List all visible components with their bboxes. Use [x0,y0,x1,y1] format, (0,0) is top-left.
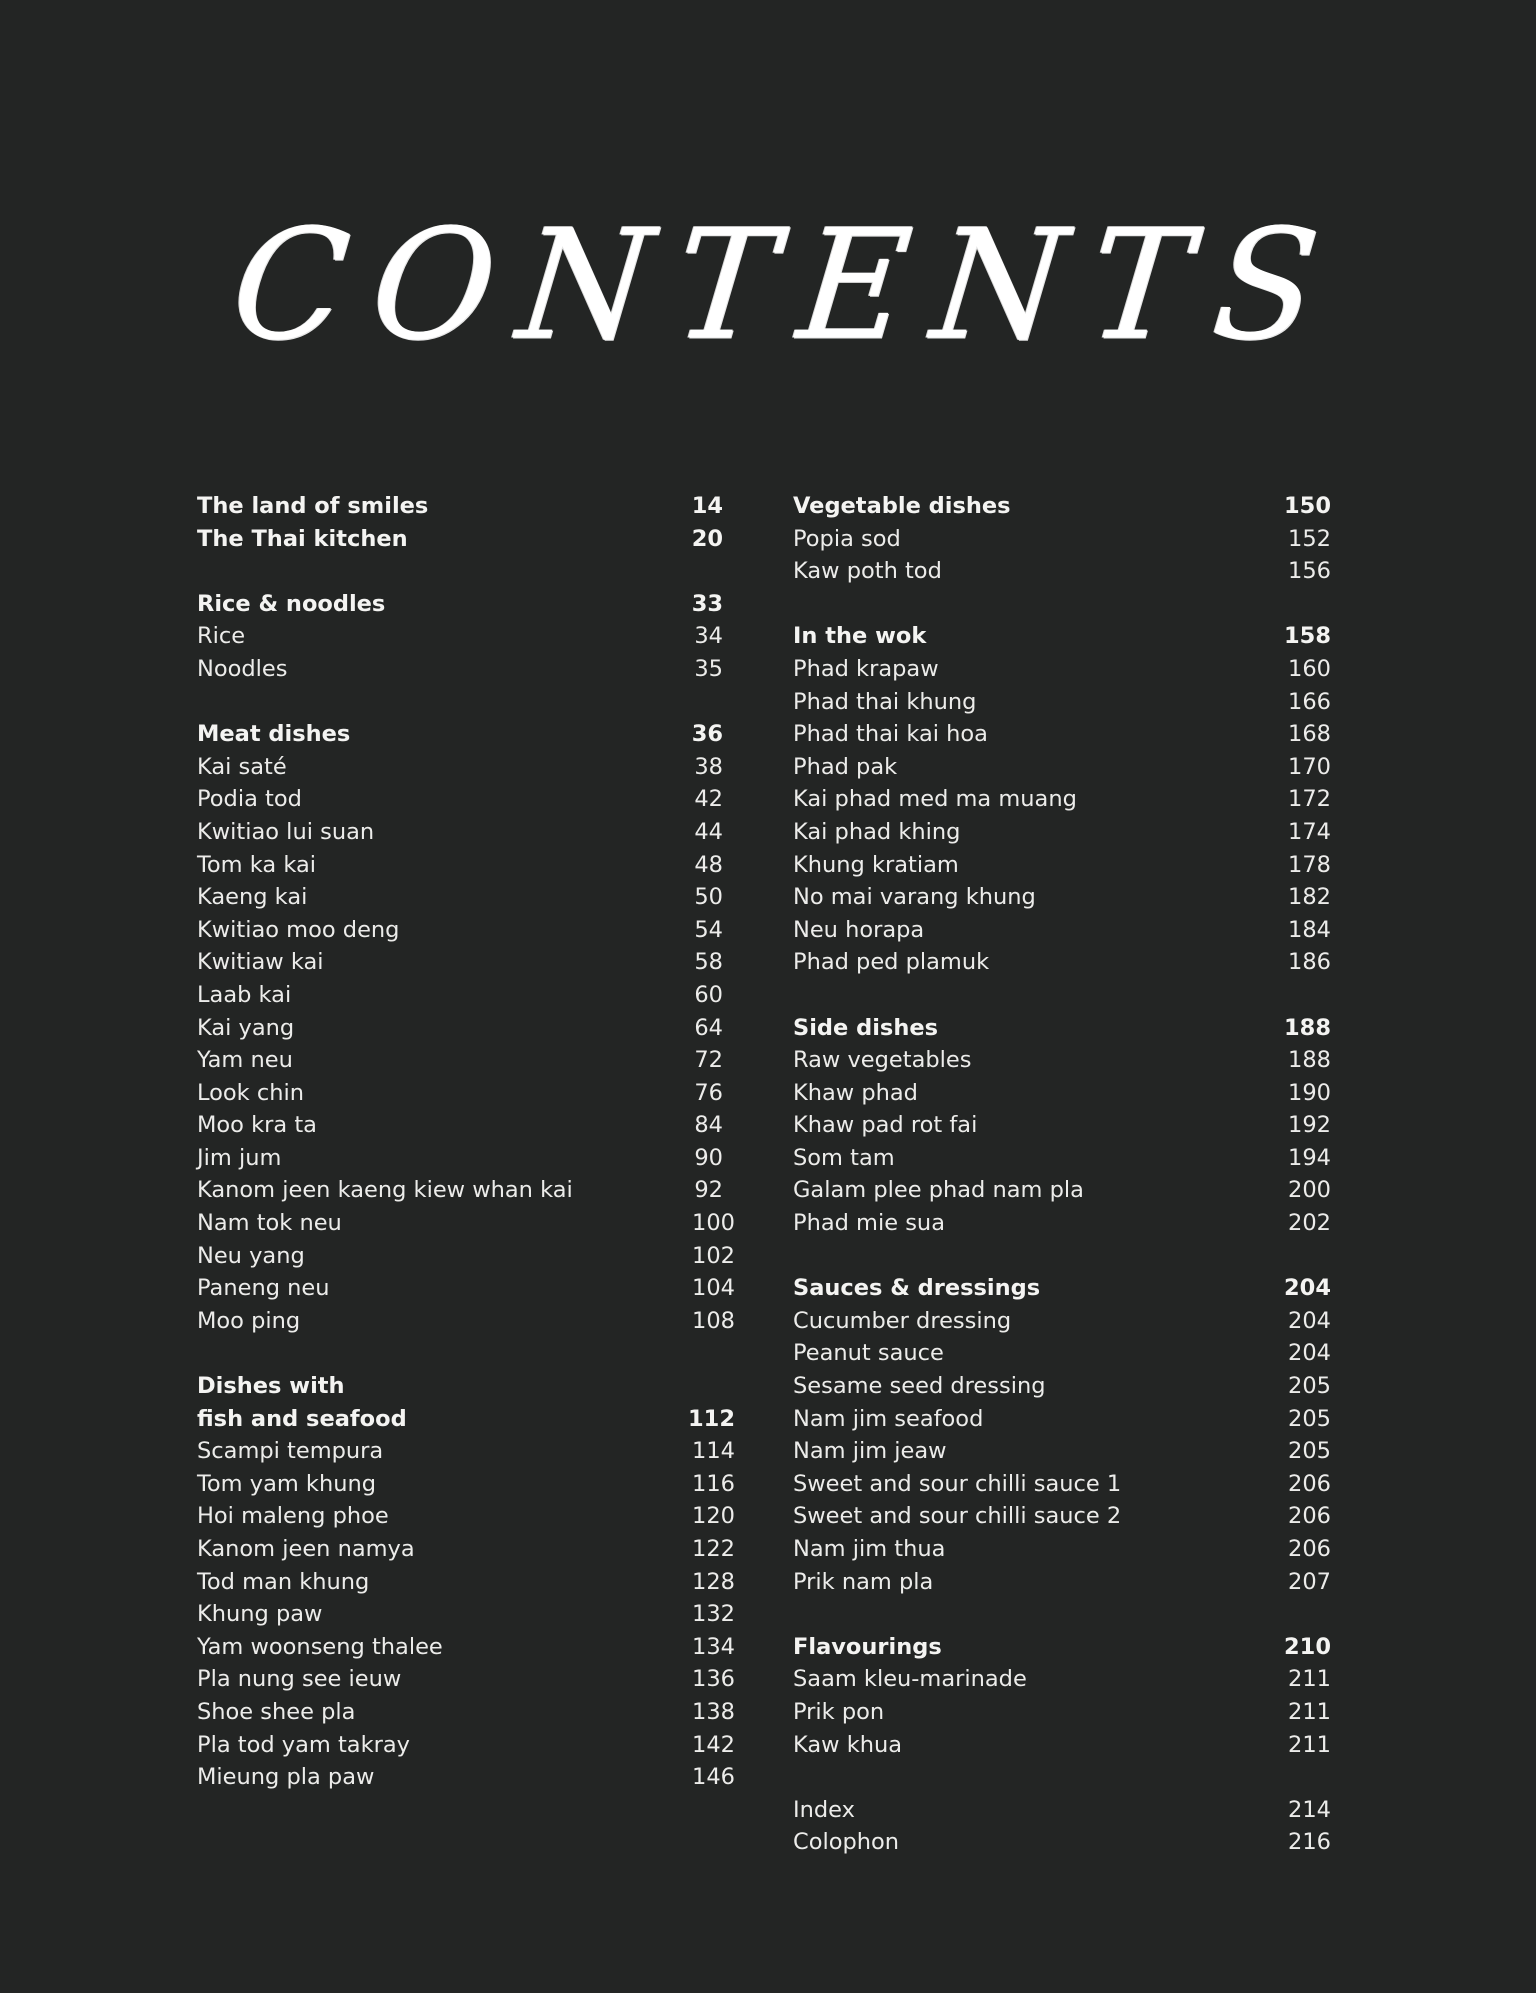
toc-entry-title: Kaeng kai [197,884,308,911]
toc-page-number: 160 [1288,655,1331,682]
toc-page-number: 206 [1288,1503,1331,1530]
toc-page-number: 38 [694,753,723,780]
toc-entry[interactable] [197,1240,735,1273]
toc-entry-title: Nam jim jeaw [793,1438,947,1465]
toc-page-number: 72 [694,1047,723,1074]
toc-page-number: 174 [1288,818,1331,845]
toc-entry[interactable] [197,1207,735,1240]
toc-section-heading[interactable] [793,1272,1331,1305]
toc-entry-title: Khaw pad rot fai [793,1112,978,1139]
toc-entry[interactable] [793,686,1331,719]
toc-entry-title: Laab kai [197,981,292,1008]
toc-page-number: 178 [1288,851,1331,878]
toc-entry-title: Jim jum [197,1144,282,1171]
toc-entry[interactable] [197,1142,735,1175]
toc-page-number: 156 [1288,558,1331,585]
toc-entry[interactable] [793,523,1331,556]
toc-page-number: 205 [1288,1405,1331,1432]
toc-entry[interactable] [793,1044,1331,1077]
toc-page-number: 152 [1288,525,1331,552]
toc-entry[interactable] [197,653,735,686]
toc-page-number: 170 [1288,753,1331,780]
toc-entry-title: Rice & noodles [197,590,386,617]
toc-page-number: 33 [691,590,723,617]
toc-page-number: 188 [1288,1047,1331,1074]
toc-page-number: 158 [1284,623,1331,650]
toc-entry-title: Tom yam khung [197,1470,377,1497]
section-spacer [793,1598,1331,1631]
toc-entry-title: Phad mie sua [793,1210,945,1237]
toc-entry[interactable] [793,946,1331,979]
toc-entry-title: Peanut sauce [793,1340,944,1367]
toc-entry-title: Phad pak [793,753,898,780]
toc-section-heading[interactable] [197,523,735,556]
toc-page-number: 142 [692,1731,735,1758]
toc-page-number: 116 [692,1470,735,1497]
toc-entry-title: Tod man khung [197,1568,370,1595]
toc-entry[interactable] [793,1337,1331,1370]
toc-entry-title: Noodles [197,655,288,682]
toc-entry-title: Sauces & dressings [793,1275,1041,1302]
toc-entry-title: Moo kra ta [197,1112,317,1139]
toc-entry-title: Kwitiao moo deng [197,916,400,943]
toc-entry[interactable] [197,1663,735,1696]
toc-entry[interactable] [197,1077,735,1110]
toc-page-number: 204 [1288,1340,1331,1367]
toc-entry-title: Pla tod yam takray [197,1731,410,1758]
toc-entry-title: Colophon [793,1829,900,1856]
toc-entry[interactable] [197,1272,735,1305]
toc-entry-title: Kai phad med ma muang [793,786,1077,813]
toc-page-number: 206 [1288,1470,1331,1497]
toc-entry-title: Som tam [793,1144,895,1171]
toc-entry-title: Vegetable dishes [793,493,1011,519]
toc-section-heading[interactable] [197,718,735,751]
toc-page-number: 206 [1288,1536,1331,1562]
toc-entry-title: No mai varang khung [793,884,1036,911]
toc-page-number: 216 [1288,1829,1331,1856]
section-spacer [197,555,735,588]
toc-entry-title: Flavourings [793,1633,942,1660]
toc-page-number: 150 [1284,493,1331,519]
toc-entry-title: Tom ka kai [197,851,317,878]
toc-page-number: 200 [1288,1177,1331,1204]
toc-page-number: 186 [1288,949,1331,976]
toc-entry[interactable] [197,816,735,849]
toc-entry-title: Saam kleu-marinade [793,1666,1027,1693]
toc-page-number: 84 [694,1112,723,1139]
toc-entry-title: Galam plee phad nam pla [793,1177,1084,1204]
toc-entry[interactable] [793,1794,1331,1827]
toc-entry-title: Prik nam pla [793,1568,934,1595]
toc-entry[interactable] [197,1598,735,1631]
toc-entry[interactable] [197,946,735,979]
toc-entry-title: Sweet and sour chilli sauce 1 [793,1470,1122,1497]
toc-entry-title: Prik pon [793,1698,885,1725]
toc-entry-title: Kaw poth tod [793,558,942,585]
toc-entry[interactable] [793,914,1331,947]
toc-entry-title: Kanom jeen kaeng kiew whan kai [197,1177,573,1204]
toc-entry-title: Kai yang [197,1014,295,1041]
toc-entry[interactable] [197,849,735,882]
toc-page-number: 146 [692,1764,735,1791]
toc-entry-title: Paneng neu [197,1275,330,1302]
toc-page-number: 138 [692,1698,735,1725]
toc-page-number: 108 [692,1307,735,1334]
toc-entry-title: Shoe shee pla [197,1698,356,1725]
toc-entry-title: Yam neu [197,1047,293,1074]
toc-page-number: 211 [1288,1698,1331,1725]
toc-page-number: 90 [694,1144,723,1171]
toc-entry-title: fish and seafood [197,1405,407,1432]
toc-entry[interactable] [793,1663,1331,1696]
toc-page-number: 188 [1284,1014,1331,1041]
toc-entry[interactable] [793,1207,1331,1240]
toc-entry-title: In the wok [793,623,927,650]
toc-entry-title: Side dishes [793,1014,938,1041]
toc-page-number: 76 [694,1079,723,1106]
contents-title [0,195,1536,375]
toc-page-number: 184 [1288,916,1331,943]
toc-page-number: 207 [1288,1568,1331,1595]
page-title: CONTENTS [224,196,1352,374]
toc-page-number: 210 [1284,1633,1331,1660]
toc-page-number: 211 [1288,1666,1331,1693]
toc-entry[interactable] [793,816,1331,849]
toc-entry[interactable] [793,1077,1331,1110]
toc-entry[interactable] [197,620,735,653]
toc-entry-title: Khung paw [197,1601,323,1628]
toc-entry[interactable] [793,1826,1331,1859]
toc-page-number: 102 [692,1242,735,1269]
toc-entry[interactable] [197,1566,735,1599]
toc-page-number: 134 [692,1633,735,1660]
toc-entry[interactable] [197,1109,735,1142]
toc-page-number: 42 [694,786,723,813]
toc-entry-title: Nam jim thua [793,1536,946,1562]
toc-entry[interactable] [793,1468,1331,1501]
toc-page-number: 54 [694,916,723,943]
toc-page-number: 166 [1288,688,1331,715]
toc-entry-title: Yam woonseng thalee [197,1633,443,1660]
toc-entry[interactable] [197,1729,735,1762]
toc-entry-title: Mieung pla paw [197,1764,375,1791]
toc-page-number: 204 [1284,1275,1331,1302]
toc-entry-title: Neu yang [197,1242,305,1269]
toc-entry-title: Moo ping [197,1307,301,1334]
toc-page-number: 14 [691,493,723,519]
toc-page-number: 60 [694,981,723,1008]
toc-page-number: 114 [692,1438,735,1465]
toc-entry[interactable] [793,1435,1331,1468]
toc-entry-title: Sesame seed dressing [793,1373,1046,1400]
toc-page-number: 122 [692,1536,735,1562]
toc-section-heading[interactable] [793,490,1331,523]
toc-entry-title: Phad thai khung [793,688,977,715]
toc-page-number: 211 [1288,1731,1331,1758]
section-spacer [197,686,735,719]
toc-page-number: 190 [1288,1079,1331,1106]
toc-entry[interactable] [197,1305,735,1338]
toc-entry[interactable] [197,783,735,816]
toc-entry[interactable] [197,1696,735,1729]
toc-entry-title: Kai saté [197,753,287,780]
toc-entry-title: Phad ped plamuk [793,949,990,976]
toc-entry[interactable] [197,1533,735,1566]
toc-entry[interactable] [793,1370,1331,1403]
toc-entry-title: Hoi maleng phoe [197,1503,389,1530]
toc-entry-title: Kai phad khing [793,818,961,845]
toc-entry[interactable] [793,783,1331,816]
toc-page-number: 100 [692,1210,735,1237]
toc-page-number: 128 [692,1568,735,1595]
toc-entry-title: Scampi tempura [197,1438,384,1465]
toc-page-number: 34 [694,623,723,650]
toc-entry[interactable] [793,653,1331,686]
toc-page-number: 48 [694,851,723,878]
toc-entry-title: The Thai kitchen [197,525,408,552]
toc-entry[interactable] [793,1533,1331,1566]
toc-page-number: 182 [1288,884,1331,911]
toc-section-heading[interactable] [793,1631,1331,1664]
toc-page-number: 205 [1288,1373,1331,1400]
toc-entry-title: Kaw khua [793,1731,903,1758]
toc-section-heading[interactable] [197,588,735,621]
toc-section-heading[interactable] [197,490,735,523]
toc-entry[interactable] [793,751,1331,784]
toc-entry[interactable] [197,914,735,947]
toc-page-number: 20 [691,525,723,552]
toc-page-number: 58 [694,949,723,976]
toc-entry[interactable] [197,979,735,1012]
toc-page-number: 205 [1288,1438,1331,1465]
toc-entry[interactable] [793,1109,1331,1142]
toc-entry[interactable] [197,881,735,914]
section-spacer [793,1240,1331,1273]
toc-entry[interactable] [793,1566,1331,1599]
toc-entry-title: Nam tok neu [197,1210,342,1237]
toc-page-number: 36 [691,721,723,748]
toc-entry-title: Phad thai kai hoa [793,721,988,748]
section-spacer [793,979,1331,1012]
toc-entry-title: Kwitiao lui suan [197,818,375,845]
toc-entry-title: Phad krapaw [793,655,939,682]
toc-page-number: 202 [1288,1210,1331,1237]
toc-entry-title: Raw vegetables [793,1047,972,1074]
toc-entry[interactable] [793,1305,1331,1338]
toc-entry[interactable] [793,1729,1331,1762]
toc-entry-title: Popia sod [793,525,901,552]
toc-entry[interactable] [793,1142,1331,1175]
toc-entry[interactable] [793,1174,1331,1207]
toc-entry[interactable] [793,1500,1331,1533]
toc-page-number: 214 [1288,1796,1331,1823]
toc-entry-title: Dishes with [197,1373,345,1400]
toc-page-number: 50 [694,884,723,911]
toc-page-number: 35 [694,655,723,682]
toc-entry[interactable] [197,1500,735,1533]
toc-page-number: 168 [1288,721,1331,748]
toc-entry-title: Index [793,1796,855,1823]
toc-entry-title: Nam jim seafood [793,1405,984,1432]
toc-entry[interactable] [793,555,1331,588]
toc-entry[interactable] [793,1696,1331,1729]
toc-entry-title: Podia tod [197,786,302,813]
toc-section-heading[interactable] [197,1370,735,1403]
toc-entry-title: Kwitiaw kai [197,949,324,976]
toc-entry-title: Cucumber dressing [793,1307,1012,1334]
toc-section-heading[interactable] [793,620,1331,653]
toc-entry[interactable] [197,1044,735,1077]
toc-entry-title: Meat dishes [197,721,351,748]
toc-section-heading[interactable] [197,1403,735,1436]
toc-page-number: 194 [1288,1144,1331,1171]
toc-right-column [793,490,1331,1859]
toc-section-heading[interactable] [793,1012,1331,1045]
toc-entry[interactable] [197,1631,735,1664]
toc-entry[interactable] [793,881,1331,914]
toc-entry-title: The land of smiles [197,493,429,519]
section-spacer [793,588,1331,621]
section-spacer [793,1761,1331,1794]
toc-entry-title: Rice [197,623,246,650]
toc-page-number: 104 [692,1275,735,1302]
toc-entry-title: Khaw phad [793,1079,918,1106]
toc-page-number: 172 [1288,786,1331,813]
toc-entry[interactable] [197,1174,735,1207]
toc-entry[interactable] [197,1012,735,1045]
toc-entry-title: Neu horapa [793,916,925,943]
toc-entry-title: Khung kratiam [793,851,959,878]
toc-page-number: 132 [692,1601,735,1628]
toc-page-number: 112 [688,1405,735,1432]
toc-entry-title: Sweet and sour chilli sauce 2 [793,1503,1122,1530]
toc-entry[interactable] [793,849,1331,882]
toc-page-number: 44 [694,818,723,845]
toc-page-number: 136 [692,1666,735,1693]
toc-page-number: 92 [694,1177,723,1204]
toc-entry[interactable] [197,1435,735,1468]
toc-entry-title: Pla nung see ieuw [197,1666,402,1693]
toc-page-number: 120 [692,1503,735,1530]
section-spacer [197,1337,735,1370]
toc-entry-title: Kanom jeen namya [197,1536,415,1562]
toc-entry[interactable] [197,1468,735,1501]
toc-entry-title: Look chin [197,1079,304,1106]
toc-entry[interactable] [793,1403,1331,1436]
toc-entry[interactable] [197,1761,735,1794]
toc-entry[interactable] [793,718,1331,751]
toc-page-number: 64 [694,1014,723,1041]
toc-page-number: 192 [1288,1112,1331,1139]
toc-left-column [197,490,735,1794]
toc-page-number: 204 [1288,1307,1331,1334]
toc-entry[interactable] [197,751,735,784]
